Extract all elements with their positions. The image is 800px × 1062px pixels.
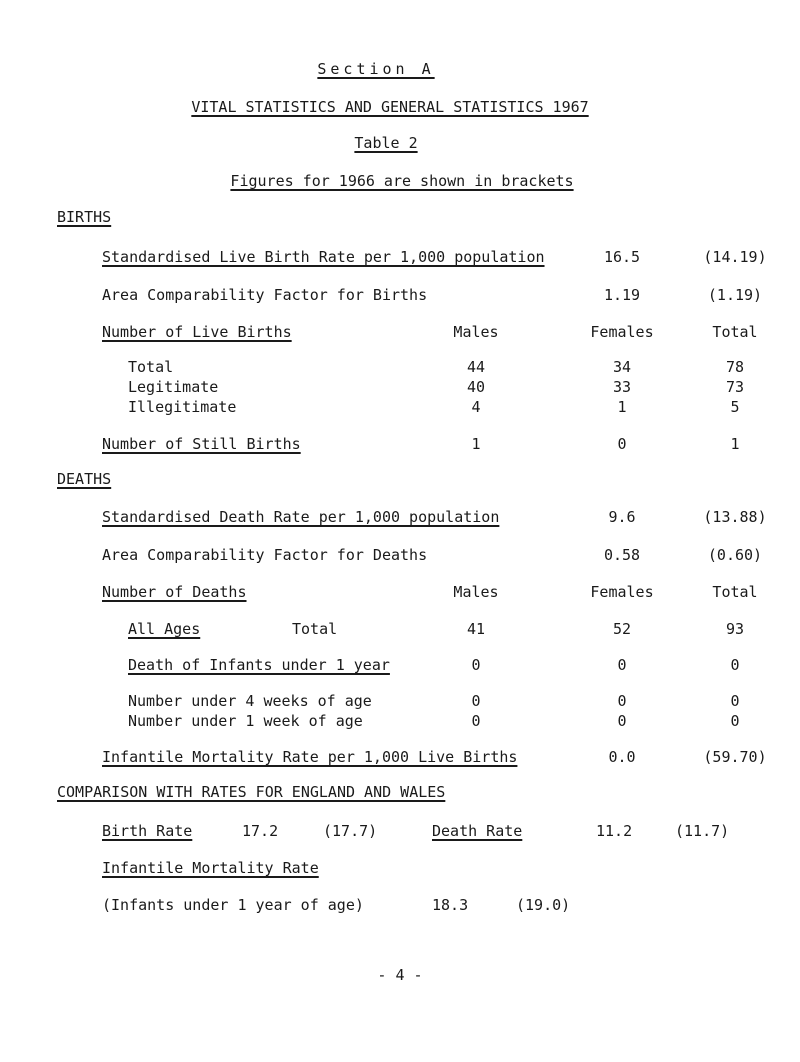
still-births-males: 1 bbox=[471, 435, 481, 453]
live-births-header-total: Total bbox=[712, 323, 758, 341]
under-1-week-males: 0 bbox=[471, 712, 481, 730]
live-births-row-males: 40 bbox=[466, 378, 486, 396]
comparison-heading: COMPARISON WITH RATES FOR ENGLAND AND WALES bbox=[57, 783, 446, 801]
live-births-row-total: 73 bbox=[725, 378, 745, 396]
comparison-birth-rate-label: Birth Rate bbox=[102, 822, 193, 840]
live-births-row-females: 33 bbox=[612, 378, 632, 396]
comparison-imr-label: Infantile Mortality Rate bbox=[102, 859, 319, 877]
birth-acf-value: 1.19 bbox=[603, 286, 641, 304]
deaths-number-label: Number of Deaths bbox=[102, 583, 247, 601]
brackets-note: Figures for 1966 are shown in brackets bbox=[230, 172, 574, 190]
still-births-total: 1 bbox=[730, 435, 740, 453]
death-rate-value: 9.6 bbox=[608, 508, 636, 526]
under-1-week-label: Number under 1 week of age bbox=[128, 712, 363, 730]
under-4-weeks-females: 0 bbox=[617, 692, 627, 710]
live-births-row-males: 4 bbox=[471, 398, 481, 416]
infantile-rate-prev: (59.70) bbox=[703, 748, 767, 766]
comparison-death-rate-value: 11.2 bbox=[596, 822, 633, 840]
live-births-row-total: 5 bbox=[730, 398, 740, 416]
deaths-header-males: Males bbox=[453, 583, 499, 601]
comparison-imr-sublabel: (Infants under 1 year of age) bbox=[102, 896, 364, 914]
comparison-imr-value: 18.3 bbox=[432, 896, 469, 914]
infant-deaths-females: 0 bbox=[617, 656, 627, 674]
live-births-row-males: 44 bbox=[466, 358, 486, 376]
infant-deaths-label: Death of Infants under 1 year bbox=[128, 656, 390, 674]
infantile-rate-value: 0.0 bbox=[608, 748, 636, 766]
live-births-row-label: Legitimate bbox=[128, 378, 219, 396]
death-acf-value: 0.58 bbox=[603, 546, 641, 564]
comparison-birth-rate-value: 17.2 bbox=[242, 822, 279, 840]
death-rate-prev: (13.88) bbox=[703, 508, 767, 526]
under-1-week-females: 0 bbox=[617, 712, 627, 730]
death-rate-label: Standardised Death Rate per 1,000 population bbox=[102, 508, 500, 526]
birth-acf-label: Area Comparability Factor for Births bbox=[102, 286, 428, 304]
infantile-rate-label: Infantile Mortality Rate per 1,000 Live Births bbox=[102, 748, 518, 766]
live-births-header-males: Males bbox=[453, 323, 499, 341]
death-acf-label: Area Comparability Factor for Deaths bbox=[102, 546, 428, 564]
all-ages-males: 41 bbox=[466, 620, 486, 638]
birth-rate-prev: (14.19) bbox=[703, 248, 767, 266]
deaths-header-females: Females bbox=[590, 583, 654, 601]
still-births-label: Number of Still Births bbox=[102, 435, 301, 453]
all-ages-females: 52 bbox=[612, 620, 632, 638]
live-births-header-females: Females bbox=[590, 323, 654, 341]
comparison-death-rate-label: Death Rate bbox=[432, 822, 523, 840]
deaths-heading: DEATHS bbox=[57, 470, 112, 488]
table-label: Table 2 bbox=[354, 134, 418, 152]
page-number: - 4 - bbox=[377, 966, 423, 984]
all-ages-label: All Ages bbox=[128, 620, 201, 638]
still-births-females: 0 bbox=[617, 435, 627, 453]
birth-rate-value: 16.5 bbox=[603, 248, 641, 266]
comparison-birth-rate-prev: (17.7) bbox=[323, 822, 378, 840]
live-births-row-label: Illegitimate bbox=[128, 398, 237, 416]
comparison-imr-prev: (19.0) bbox=[516, 896, 571, 914]
death-acf-prev: (0.60) bbox=[707, 546, 763, 564]
under-1-week-total: 0 bbox=[730, 712, 740, 730]
births-heading: BIRTHS bbox=[57, 208, 112, 226]
under-4-weeks-males: 0 bbox=[471, 692, 481, 710]
main-title: VITAL STATISTICS AND GENERAL STATISTICS 1967 bbox=[191, 98, 589, 116]
infant-deaths-males: 0 bbox=[471, 656, 481, 674]
live-births-row-total: 78 bbox=[725, 358, 745, 376]
birth-acf-prev: (1.19) bbox=[707, 286, 763, 304]
live-births-row-label: Total bbox=[128, 358, 174, 376]
infant-deaths-total: 0 bbox=[730, 656, 740, 674]
section-heading: Section A bbox=[317, 60, 435, 78]
deaths-header-total: Total bbox=[712, 583, 758, 601]
under-4-weeks-total: 0 bbox=[730, 692, 740, 710]
live-births-row-females: 1 bbox=[617, 398, 627, 416]
live-births-row-females: 34 bbox=[612, 358, 632, 376]
all-ages-sublabel: Total bbox=[292, 620, 338, 638]
live-births-label: Number of Live Births bbox=[102, 323, 292, 341]
under-4-weeks-label: Number under 4 weeks of age bbox=[128, 692, 372, 710]
comparison-death-rate-prev: (11.7) bbox=[675, 822, 730, 840]
all-ages-total: 93 bbox=[725, 620, 745, 638]
birth-rate-label: Standardised Live Birth Rate per 1,000 population bbox=[102, 248, 545, 266]
